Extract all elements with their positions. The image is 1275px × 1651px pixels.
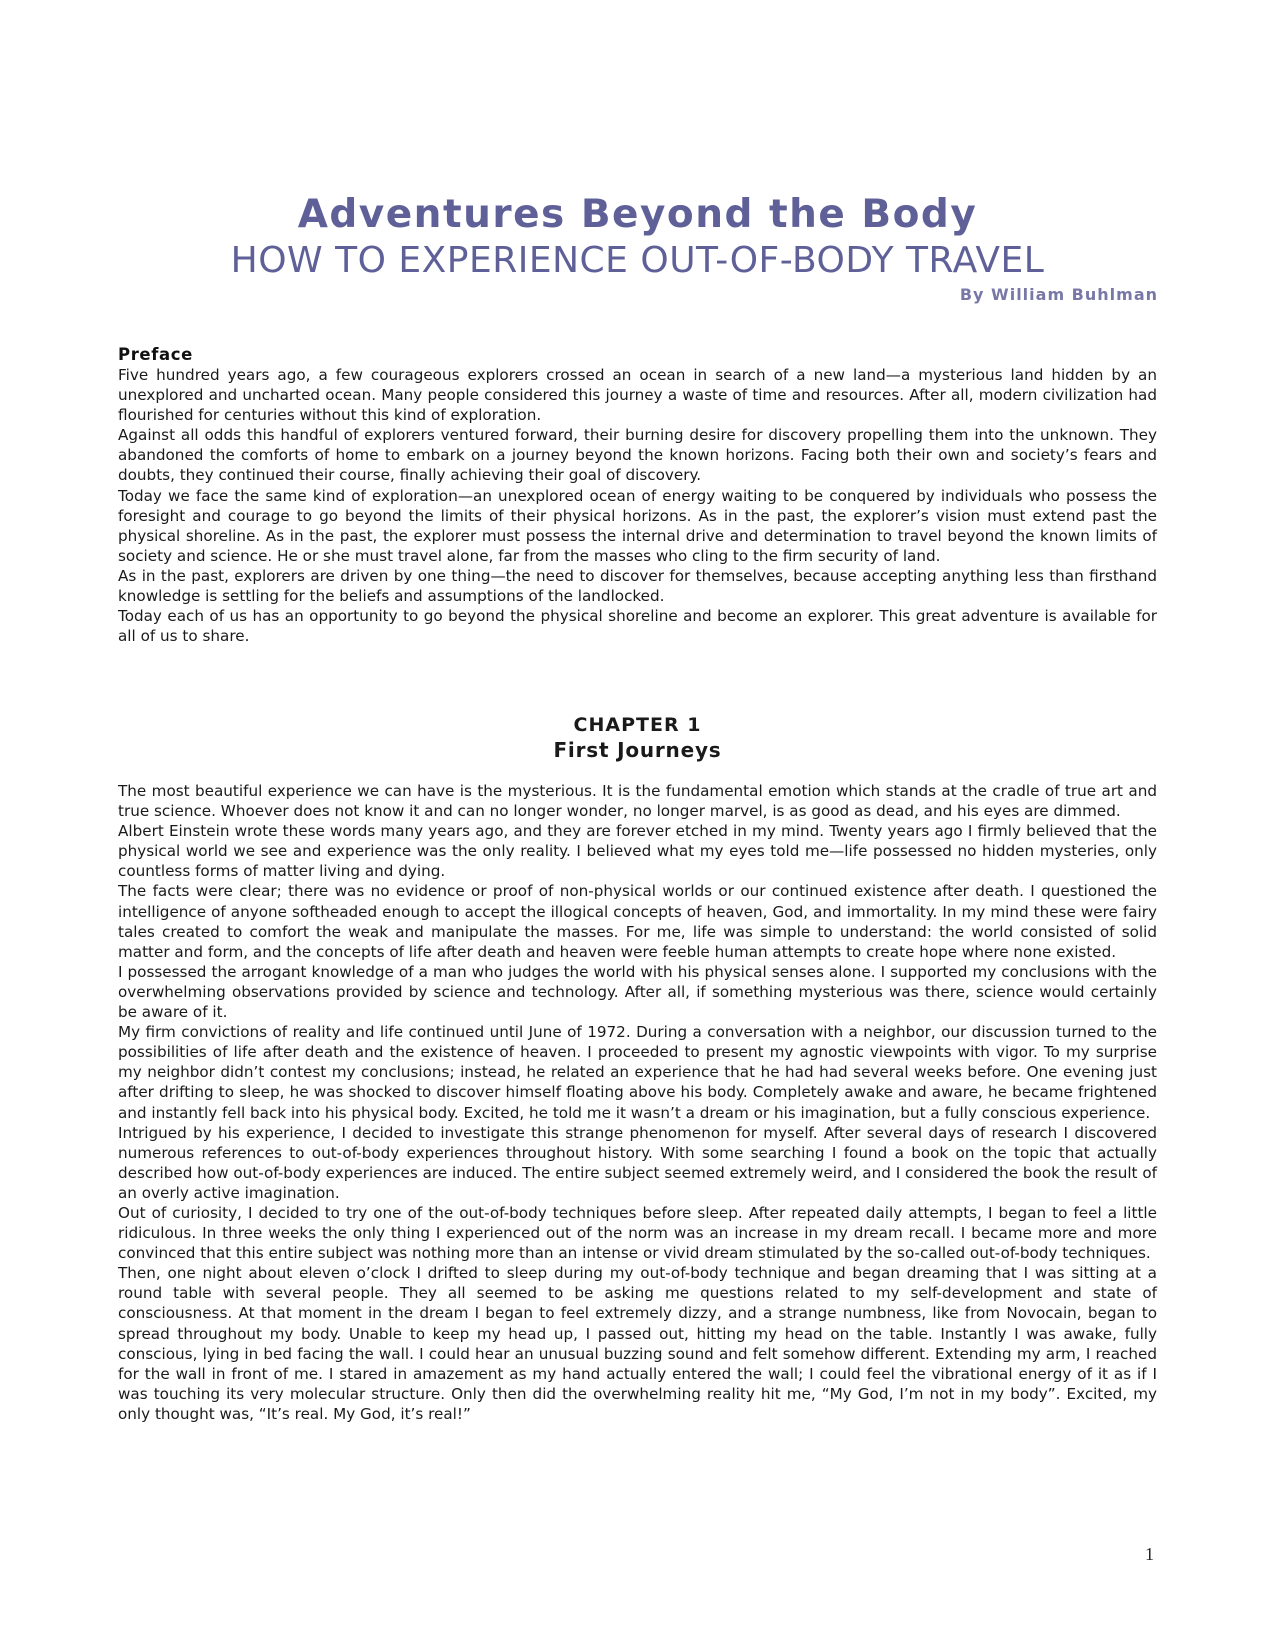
preface-heading: Preface [118, 345, 193, 364]
preface-section [118, 345, 1157, 646]
chapter-paragraph: My firm convictions of reality and life continued until June of 1972. During a conversation with a neighbor, our discussion turned to the possibilities of life after death and the existence of heaven. I proceeded to present my agnostic viewpoints with vigor. To my surprise my neighbor didn’t contest my conclusions; instead, he related an experience that he had had several weeks before. One evening just after drifting to sleep, he was shocked to discover himself floating above his body. Completely awake and aware, he became frightened and instantly fell back into his physical body. Excited, he told me it wasn’t a dream or his imagination, but a fully conscious experience. [118, 1023, 1157, 1122]
chapter-number: CHAPTER 1 [573, 714, 702, 736]
preface-paragraph: Today we face the same kind of exploration—an unexplored ocean of energy waiting to be conquered by individuals who possess the foresight and courage to go beyond the limits of their physical horizons. As in the past, the explorer’s vision must extend past the physical shoreline. As in the past, the explorer must possess the internal drive and determination to travel beyond the known limits of society and science. He or she must travel alone, far from the masses who cling to the firm security of land. [118, 486, 1157, 565]
chapter-title: First Journeys [553, 738, 722, 762]
preface-paragraph: Five hundred years ago, a few courageous explorers crossed an ocean in search of a new land—a mysterious land hidden by an unexplored and uncharted ocean. Many people considered this journey a waste of time and resources. After all, modern civilization had flourished for centuries without this kind of exploration. [118, 366, 1157, 425]
chapter-heading [0, 713, 1275, 763]
author-byline: By William Buhlman [959, 285, 1158, 304]
page-number: 1 [1145, 1544, 1154, 1564]
chapter-paragraph: Then, one night about eleven o’clock I drifted to sleep during my out-of-body technique and began dreaming that I was sitting at a round table with several people. They all seemed to be asking me questions related to my self-development and state of consciousness. At that moment in the dream I began to feel extremely dizzy, and a strange numbness, like from Novocain, began to spread throughout my body. Unable to keep my head up, I passed out, hitting my head on the table. Instantly I was awake, fully conscious, lying in bed facing the wall. I could hear an unusual buzzing sound and felt somehow different. Extending my arm, I reached for the wall in front of me. I stared in amazement as my hand actually entered the wall; I could feel the vibrational energy of it as if I was touching its very molecular structure. Only then did the overwhelming reality hit me, “My God, I’m not in my body”. Excited, my only thought was, “It’s real. My God, it’s real!” [118, 1264, 1157, 1423]
chapter-paragraph: The facts were clear; there was no evidence or proof of non-physical worlds or our continued existence after death. I questioned the intelligence of anyone softheaded enough to accept the illogical concepts of heaven, God, and immortality. In my mind these were fairy tales created to comfort the weak and manipulate the masses. For me, life was simple to understand: the world consisted of solid matter and form, and the concepts of life after death and heaven were feeble human attempts to create hope where none existed. [118, 882, 1157, 961]
chapter-paragraph: Albert Einstein wrote these words many years ago, and they are forever etched in my mind. Twenty years ago I firmly believed that the physical world we see and experience was the only reality. I believed what my eyes told me—life possessed no hidden mysteries, only countless forms of matter living and dying. [118, 822, 1157, 881]
preface-paragraph: Today each of us has an opportunity to go beyond the physical shoreline and become an explorer. This great adventure is available for all of us to share. [118, 607, 1157, 646]
chapter-paragraph: The most beautiful experience we can have is the mysterious. It is the fundamental emotion which stands at the cradle of true art and true science. Whoever does not know it and can no longer wonder, no longer marvel, is as good as dead, and his eyes are dimmed. [118, 782, 1157, 821]
chapter-paragraph: I possessed the arrogant knowledge of a man who judges the world with his physical senses alone. I supported my conclusions with the overwhelming observations provided by science and technology. After all, if something mysterious was there, science would certainly be aware of it. [118, 962, 1157, 1022]
book-title: Adventures Beyond the Body [297, 192, 978, 237]
chapter-paragraph: Intrigued by his experience, I decided to investigate this strange phenomenon for myself. After several days of research I discovered numerous references to out-of-body experiences throughout history. With some searching I found a book on the topic that actually described how out-of-body experiences are induced. The entire subject seemed extremely weird, and I considered the book the result of an overly active imagination. [118, 1123, 1157, 1202]
chapter-paragraph: Out of curiosity, I decided to try one of the out-of-body techniques before sleep. After repeated daily attempts, I began to feel a little ridiculous. In three weeks the only thing I experienced out of the norm was an increase in my dream recall. I became more and more convinced that this entire subject was nothing more than an intense or vivid dream stimulated by the so-called out-of-body techniques. [118, 1203, 1157, 1263]
preface-paragraph: As in the past, explorers are driven by one thing—the need to discover for themselves, because accepting anything less than firsthand knowledge is settling for the beliefs and assumptions of the landlocked. [118, 566, 1157, 606]
book-subtitle: HOW TO EXPERIENCE OUT-OF-BODY TRAVEL [230, 240, 1045, 281]
chapter-body [118, 781, 1157, 1424]
preface-paragraph: Against all odds this handful of explorers ventured forward, their burning desire for discovery propelling them into the unknown. They abandoned the comforts of home to embark on a journey beyond the known horizons. Facing both their own and society’s fears and doubts, they continued their course, finally achieving their goal of discovery. [118, 426, 1157, 485]
